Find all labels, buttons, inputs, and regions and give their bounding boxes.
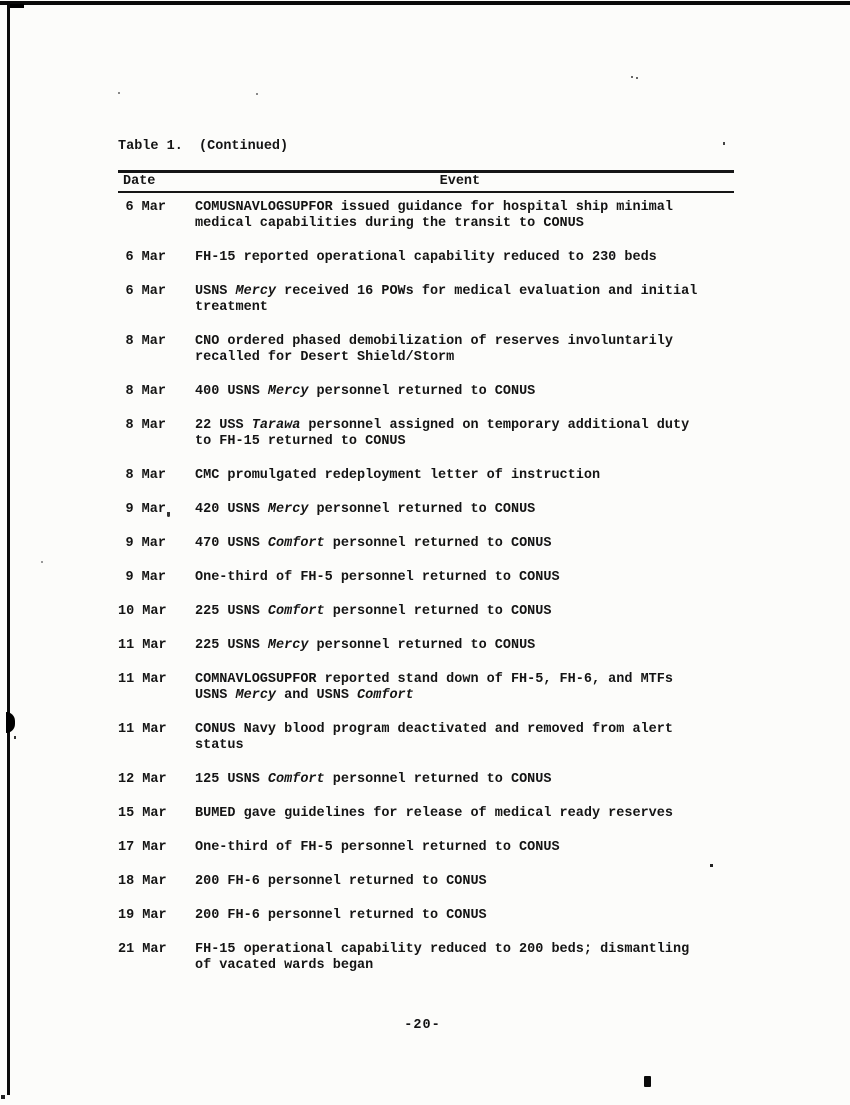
page-number: -20- <box>404 1018 441 1033</box>
table-row <box>118 536 734 552</box>
event-cell <box>195 672 673 704</box>
event-line: BUMED gave guidelines for release of medical ready reserves <box>195 806 673 821</box>
table-row <box>118 250 734 266</box>
table-header-row <box>118 170 734 193</box>
date-cell: 21 Mar <box>118 942 167 957</box>
table-row <box>118 200 734 232</box>
event-cell <box>195 806 673 822</box>
table-row <box>118 334 734 366</box>
date-cell: 8 Mar <box>125 334 166 349</box>
event-cell <box>195 418 689 450</box>
table-row <box>118 672 734 704</box>
event-cell <box>195 772 551 788</box>
scan-artifact <box>1 1095 5 1099</box>
event-cell <box>195 874 487 890</box>
event-line: 420 USNS Mercy personnel returned to CONUS <box>195 502 536 517</box>
scan-artifact <box>644 1076 651 1087</box>
scan-artifact <box>14 736 16 739</box>
date-cell: 12 Mar <box>118 772 167 787</box>
event-line: One-third of FH-5 personnel returned to CONUS <box>195 840 560 855</box>
date-cell: 9 Mar <box>125 502 166 517</box>
event-line: COMNAVLOGSUPFOR reported stand down of FH-5, FH-6, and MTFs <box>195 672 673 687</box>
table-row <box>118 468 734 484</box>
event-line: 400 USNS Mercy personnel returned to CONUS <box>195 384 536 399</box>
event-line: to FH-15 returned to CONUS <box>195 434 406 449</box>
table-row <box>118 806 734 822</box>
table-row <box>118 840 734 856</box>
table-row <box>118 942 734 974</box>
date-cell: 6 Mar <box>125 200 166 215</box>
table-row <box>118 874 734 890</box>
event-line: USNS Mercy and USNS Comfort <box>195 688 414 703</box>
event-cell <box>195 722 673 754</box>
scan-artifact <box>631 76 633 78</box>
event-line: recalled for Desert Shield/Storm <box>195 350 455 365</box>
scan-artifact <box>636 77 638 79</box>
event-line: 22 USS Tarawa personnel assigned on temporary additional duty <box>195 418 690 433</box>
event-cell <box>195 384 535 400</box>
page-left-border <box>7 4 10 1095</box>
event-cell <box>195 604 551 620</box>
table-row <box>118 502 734 518</box>
event-cell <box>195 942 689 974</box>
document-content <box>118 139 734 992</box>
event-cell <box>195 638 535 654</box>
event-cell <box>195 250 657 266</box>
date-cell: 8 Mar <box>125 468 166 483</box>
event-line: FH-15 operational capability reduced to 200 beds; dismantling <box>195 942 690 957</box>
event-line: medical capabilities during the transit to CONUS <box>195 216 584 231</box>
event-cell <box>195 468 600 484</box>
column-header-event: Event <box>439 174 481 189</box>
event-cell <box>195 284 697 316</box>
event-cell <box>195 840 560 856</box>
event-line: of vacated wards began <box>195 958 374 973</box>
table-row <box>118 772 734 788</box>
event-line: 225 USNS Mercy personnel returned to CONUS <box>195 638 536 653</box>
date-cell: 11 Mar <box>118 672 167 687</box>
column-header-date: Date <box>123 174 156 189</box>
table-row <box>118 570 734 586</box>
date-cell: 6 Mar <box>125 250 166 265</box>
event-cell <box>195 200 673 232</box>
event-line: USNS Mercy received 16 POWs for medical evaluation and initial <box>195 284 698 299</box>
scan-artifact <box>118 92 120 94</box>
event-line: 225 USNS Comfort personnel returned to CONUS <box>195 604 552 619</box>
table-row <box>118 384 734 400</box>
event-line: 470 USNS Comfort personnel returned to CONUS <box>195 536 552 551</box>
date-cell: 8 Mar <box>125 384 166 399</box>
scan-artifact <box>10 4 24 8</box>
date-cell: 9 Mar <box>125 536 166 551</box>
date-cell: 19 Mar <box>118 908 167 923</box>
date-cell: 11 Mar <box>118 722 167 737</box>
event-line: One-third of FH-5 personnel returned to CONUS <box>195 570 560 585</box>
event-cell <box>195 536 551 552</box>
event-line: FH-15 reported operational capability reduced to 230 beds <box>195 250 657 265</box>
table-caption: Table 1. (Continued) <box>118 139 289 154</box>
event-cell <box>195 502 535 518</box>
event-line: status <box>195 738 244 753</box>
table-row <box>118 638 734 654</box>
event-line: 200 FH-6 personnel returned to CONUS <box>195 874 487 889</box>
scan-artifact <box>256 93 258 95</box>
event-line: treatment <box>195 300 268 315</box>
event-cell <box>195 334 673 366</box>
page-top-border <box>0 1 850 5</box>
table-body <box>118 200 734 974</box>
table-row <box>118 722 734 754</box>
table-row <box>118 418 734 450</box>
event-cell <box>195 570 560 586</box>
date-cell: 8 Mar <box>125 418 166 433</box>
table-row <box>118 604 734 620</box>
date-cell: 15 Mar <box>118 806 167 821</box>
date-cell: 6 Mar <box>125 284 166 299</box>
date-cell: 18 Mar <box>118 874 167 889</box>
date-cell: 9 Mar <box>125 570 166 585</box>
event-line: CONUS Navy blood program deactivated and removed from alert <box>195 722 673 737</box>
event-line: 125 USNS Comfort personnel returned to CONUS <box>195 772 552 787</box>
table-row <box>118 908 734 924</box>
event-line: COMUSNAVLOGSUPFOR issued guidance for hospital ship minimal <box>195 200 673 215</box>
event-line: CMC promulgated redeployment letter of instruction <box>195 468 601 483</box>
date-cell: 10 Mar <box>118 604 167 619</box>
event-cell <box>195 908 487 924</box>
ink-blob-artifact <box>6 712 15 733</box>
event-line: 200 FH-6 personnel returned to CONUS <box>195 908 487 923</box>
date-cell: 17 Mar <box>118 840 167 855</box>
table-row <box>118 284 734 316</box>
date-cell: 11 Mar <box>118 638 167 653</box>
scan-artifact <box>41 561 43 563</box>
event-line: CNO ordered phased demobilization of reserves involuntarily <box>195 334 673 349</box>
